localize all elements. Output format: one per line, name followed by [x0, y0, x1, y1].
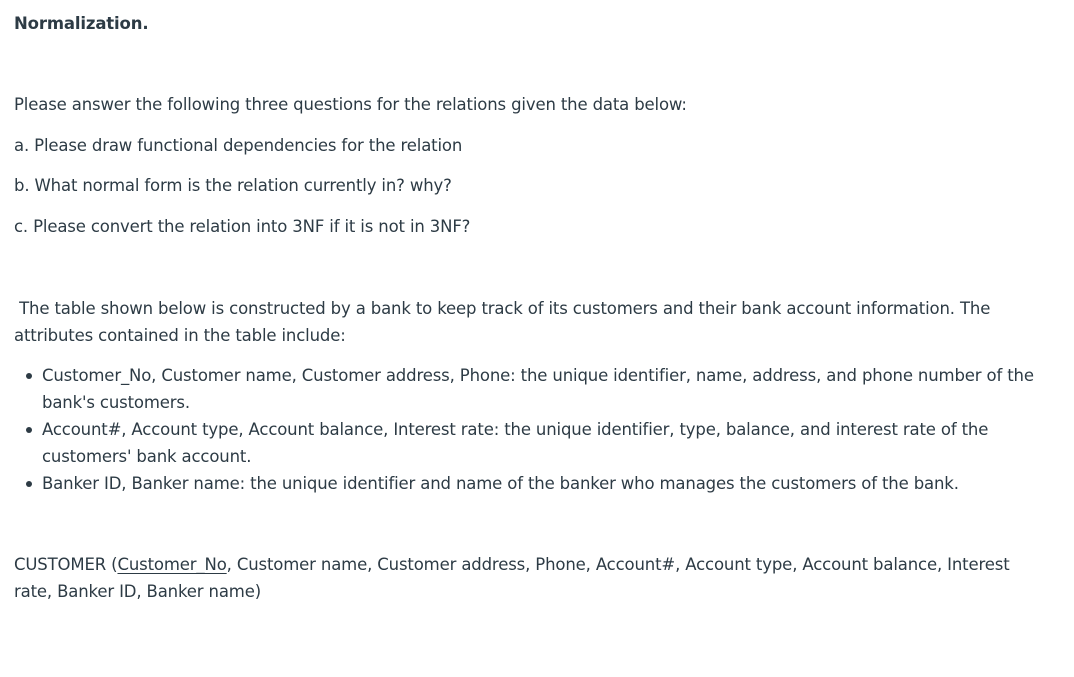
question-c: c. Please convert the relation into 3NF if it is not in 3NF?	[14, 217, 471, 236]
question-b: b. What normal form is the relation currently in? why?	[14, 176, 452, 195]
intro-text: Please answer the following three questions for the relations given the data below:	[14, 95, 687, 114]
table-description: The table shown below is constructed by a bank to keep track of its customers and their bank account information. The attributes contained in the table include:	[14, 299, 996, 345]
attribute-list	[14, 362, 1054, 497]
attribute-text: Banker ID, Banker name: the unique identifier and name of the banker who manages the customers of the bank.	[42, 474, 959, 493]
list-item	[14, 362, 1054, 416]
attribute-text: Account#, Account type, Account balance, Interest rate: the unique identifier, type, balance, and interest rate of the customers' bank account.	[42, 420, 989, 466]
relation-open-paren: (	[106, 555, 118, 574]
attribute-text: Customer_No, Customer name, Customer address, Phone: the unique identifier, name, address, and phone number of the bank's customers.	[42, 366, 1034, 412]
relation-schema	[14, 551, 1049, 605]
list-item	[14, 416, 1054, 470]
question-a: a. Please draw functional dependencies for the relation	[14, 136, 463, 155]
list-item	[14, 470, 1054, 497]
primary-key: Customer_No	[117, 555, 227, 574]
relation-name: CUSTOMER	[14, 555, 107, 574]
relation-attributes: , Customer name, Customer address, Phone, Account#, Account type, Account balance, Interest rate, Banker ID, Banker name)	[14, 555, 1010, 601]
page-title: Normalization.	[14, 14, 149, 33]
